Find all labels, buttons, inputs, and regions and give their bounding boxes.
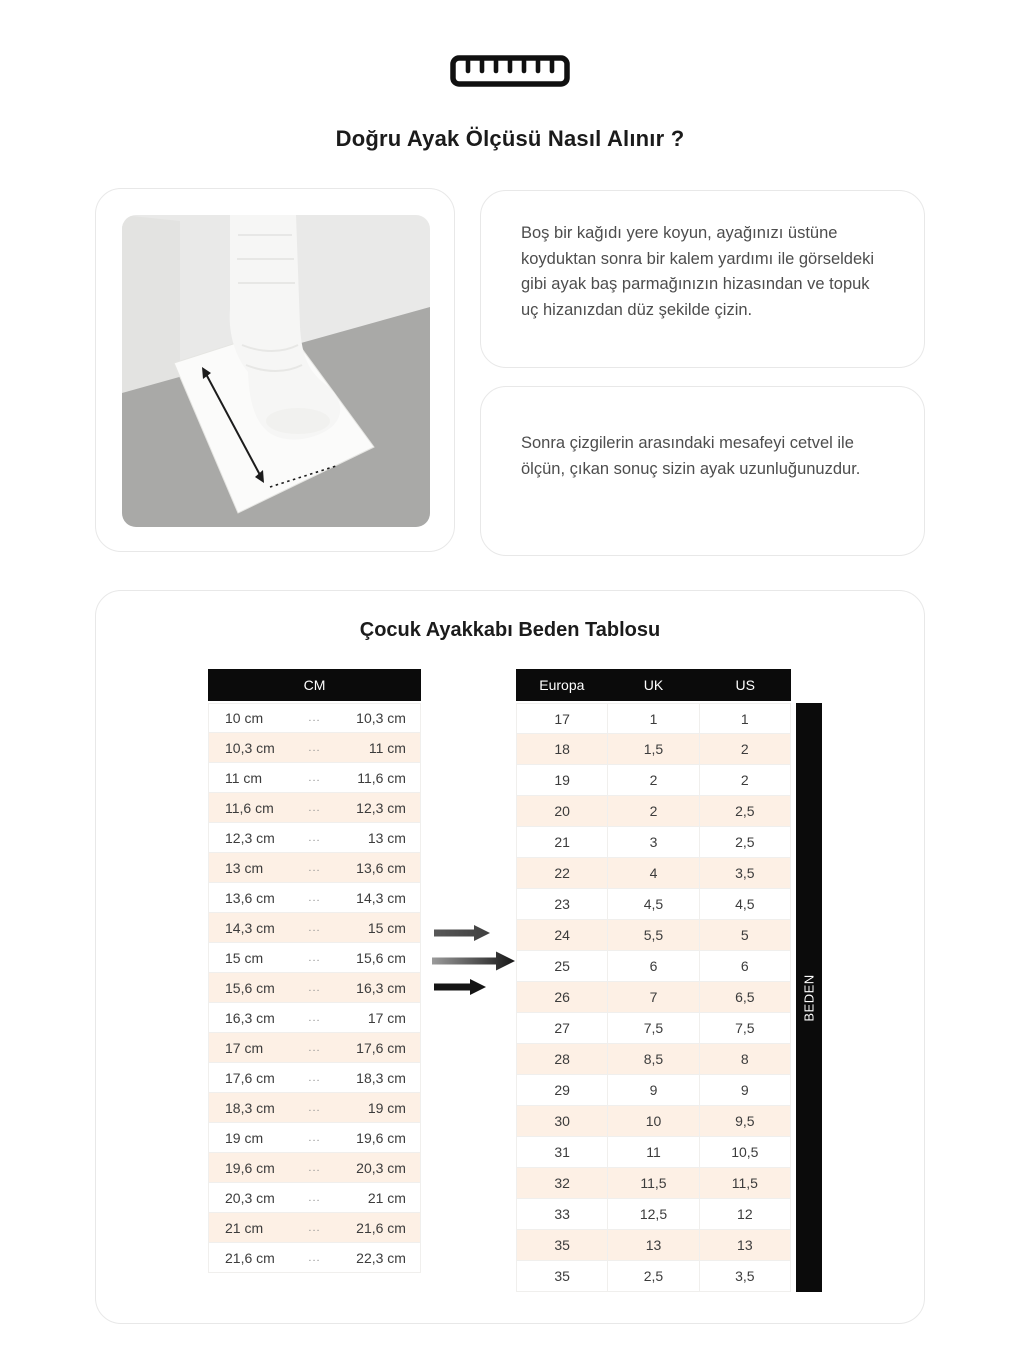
size-table-card: [95, 590, 925, 1324]
uk-value: 11: [608, 1137, 699, 1168]
us-value: 6: [700, 951, 791, 982]
size-table-row: [516, 1168, 791, 1199]
us-value: 11,5: [700, 1168, 791, 1199]
uk-value: 1,5: [608, 734, 699, 765]
uk-value: 7: [608, 982, 699, 1013]
header-uk: UK: [643, 677, 664, 693]
cm-from-value: 10,3 cm: [225, 739, 275, 756]
size-table-row: [516, 1044, 791, 1075]
europa-value: 17: [516, 703, 608, 734]
triple-arrow-right-icon: [426, 921, 521, 1008]
cm-to-value: 16,3 cm: [356, 979, 406, 996]
range-separator: ...: [308, 771, 321, 784]
cm-table-row: [208, 733, 421, 763]
cm-table-row: [208, 703, 421, 733]
size-table-row: [516, 1106, 791, 1137]
uk-value: 2: [608, 796, 699, 827]
range-separator: ...: [308, 921, 321, 934]
europa-value: 26: [516, 982, 608, 1013]
foot-measurement-photo: [122, 215, 430, 527]
size-table-row: [516, 827, 791, 858]
size-table-row: [516, 765, 791, 796]
size-table-row: [516, 796, 791, 827]
header-europa: Europa: [539, 677, 585, 693]
size-table-row: [516, 951, 791, 982]
cm-table-row: [208, 883, 421, 913]
range-separator: ...: [308, 981, 321, 994]
size-table-body: [516, 703, 791, 1292]
cm-to-value: 20,3 cm: [356, 1159, 406, 1176]
europa-value: 30: [516, 1106, 608, 1137]
europa-value: 20: [516, 796, 608, 827]
europa-value: 27: [516, 1013, 608, 1044]
range-separator: ...: [308, 1161, 321, 1174]
us-value: 9: [700, 1075, 791, 1106]
cm-table-header: [208, 669, 421, 701]
uk-value: 9: [608, 1075, 699, 1106]
cm-from-value: 19,6 cm: [225, 1159, 275, 1176]
europa-value: 18: [516, 734, 608, 765]
cm-from-value: 19 cm: [225, 1129, 264, 1146]
range-separator: ...: [308, 891, 321, 904]
cm-to-value: 15,6 cm: [356, 949, 406, 966]
cm-from-value: 16,3 cm: [225, 1009, 275, 1026]
range-separator: ...: [308, 1101, 321, 1114]
cm-from-value: 14,3 cm: [225, 919, 275, 936]
cm-from-value: 11,6 cm: [225, 799, 274, 816]
cm-from-value: 10 cm: [225, 710, 264, 726]
size-table-row: [516, 982, 791, 1013]
cm-table-row: [208, 823, 421, 853]
range-separator: ...: [308, 1221, 321, 1234]
us-value: 6,5: [700, 982, 791, 1013]
europa-value: 19: [516, 765, 608, 796]
europa-value: 25: [516, 951, 608, 982]
us-value: 2: [700, 765, 791, 796]
cm-from-value: 21 cm: [225, 1219, 264, 1236]
us-value: 5: [700, 920, 791, 951]
cm-table-row: [208, 1213, 421, 1243]
europa-value: 31: [516, 1137, 608, 1168]
range-separator: ...: [308, 831, 321, 844]
uk-value: 13: [608, 1230, 699, 1261]
cm-from-value: 17,6 cm: [225, 1069, 275, 1086]
cm-from-value: 13 cm: [225, 859, 264, 876]
cm-table-row: [208, 1123, 421, 1153]
uk-value: 2: [608, 765, 699, 796]
header-us: US: [735, 677, 755, 693]
cm-from-value: 13,6 cm: [225, 889, 275, 906]
range-separator: ...: [308, 1251, 321, 1264]
range-separator: ...: [308, 951, 321, 964]
instruction-card-2: [480, 386, 925, 556]
cm-to-value: 13,6 cm: [356, 859, 406, 876]
cm-table-row: [208, 1153, 421, 1183]
cm-table-row: [208, 1033, 421, 1063]
us-value: 12: [700, 1199, 791, 1230]
cm-to-value: 19,6 cm: [356, 1129, 406, 1146]
cm-table-row: [208, 1093, 421, 1123]
uk-value: 1: [608, 703, 699, 734]
uk-value: 6: [608, 951, 699, 982]
cm-from-value: 15 cm: [225, 949, 264, 966]
cm-table-row: [208, 1243, 421, 1273]
uk-value: 4: [608, 858, 699, 889]
europa-value: 35: [516, 1230, 608, 1261]
europa-value: 22: [516, 858, 608, 889]
page-title: Doğru Ayak Ölçüsü Nasıl Alınır ?: [335, 126, 685, 151]
size-table-row: [516, 1137, 791, 1168]
size-table-row: [516, 1013, 791, 1044]
us-value: 3,5: [700, 1261, 791, 1292]
cm-from-value: 15,6 cm: [225, 979, 275, 996]
us-value: 8: [700, 1044, 791, 1075]
cm-table-row: [208, 763, 421, 793]
uk-value: 4,5: [608, 889, 699, 920]
cm-table-row: [208, 1003, 421, 1033]
beden-label: BEDEN: [801, 973, 817, 1022]
us-value: 1: [700, 703, 791, 734]
cm-to-value: 11 cm: [368, 739, 406, 756]
europa-value: 32: [516, 1168, 608, 1199]
europa-value: 35: [516, 1261, 608, 1292]
uk-value: 5,5: [608, 920, 699, 951]
range-separator: ...: [308, 1071, 321, 1084]
beden-side-bar: [796, 703, 822, 1292]
size-table-row: [516, 858, 791, 889]
cm-table-row: [208, 853, 421, 883]
range-separator: ...: [308, 1041, 321, 1054]
uk-value: 11,5: [608, 1168, 699, 1199]
europa-value: 21: [516, 827, 608, 858]
cm-table-row: [208, 1183, 421, 1213]
instruction-step-1: Boş bir kağıdı yere koyun, ayağınızı üstüne koyduktan sonra bir kalem yardımı ile görseldeki gibi ayak baş parmağınızın hizasından ve topuk uç hizanızdan düz şekilde çizin.: [521, 224, 875, 320]
cm-from-value: 18,3 cm: [225, 1099, 275, 1116]
cm-table-row: [208, 793, 421, 823]
us-value: 9,5: [700, 1106, 791, 1137]
us-value: 13: [700, 1230, 791, 1261]
europa-value: 28: [516, 1044, 608, 1075]
us-value: 2,5: [700, 796, 791, 827]
cm-to-value: 13 cm: [367, 829, 406, 846]
cm-to-value: 17,6 cm: [356, 1039, 406, 1056]
size-table-row: [516, 1199, 791, 1230]
instruction-card-1: [480, 190, 925, 368]
uk-value: 8,5: [608, 1044, 699, 1075]
cm-to-value: 21,6 cm: [356, 1219, 406, 1236]
size-table-row: [516, 889, 791, 920]
size-table-row: [516, 1230, 791, 1261]
size-table-row: [516, 703, 791, 734]
cm-to-value: 22,3 cm: [356, 1249, 406, 1266]
ruler-icon: [0, 54, 1020, 88]
foot-photo-card: [95, 188, 455, 552]
cm-from-value: 20,3 cm: [225, 1189, 275, 1206]
size-table-row: [516, 920, 791, 951]
uk-value: 2,5: [608, 1261, 699, 1292]
europa-value: 33: [516, 1199, 608, 1230]
us-value: 4,5: [700, 889, 791, 920]
range-separator: ...: [308, 712, 321, 724]
cm-table-body: [208, 703, 421, 1273]
size-table-row: [516, 1075, 791, 1106]
cm-table-row: [208, 913, 421, 943]
size-table-row: [516, 1261, 791, 1292]
us-value: 2,5: [700, 827, 791, 858]
range-separator: ...: [308, 861, 321, 874]
range-separator: ...: [308, 1131, 321, 1144]
instruction-step-2: Sonra çizgilerin arasındaki mesafeyi cetvel ile ölçün, çıkan sonuç sizin ayak uzunluğunuzdur.: [521, 434, 861, 478]
cm-to-value: 11,6 cm: [357, 769, 406, 786]
cm-from-value: 11 cm: [225, 769, 263, 786]
cm-table: [208, 669, 421, 1273]
europa-value: 23: [516, 889, 608, 920]
size-table-title: Çocuk Ayakkabı Beden Tablosu: [359, 619, 661, 641]
cm-to-value: 14,3 cm: [356, 889, 406, 906]
range-separator: ...: [308, 1191, 321, 1204]
cm-to-value: 18,3 cm: [356, 1069, 406, 1086]
cm-from-value: 17 cm: [225, 1039, 264, 1056]
us-value: 10,5: [700, 1137, 791, 1168]
us-value: 3,5: [700, 858, 791, 889]
cm-to-value: 21 cm: [367, 1189, 406, 1206]
cm-to-value: 12,3 cm: [356, 799, 406, 816]
range-separator: ...: [308, 1011, 321, 1024]
cm-table-row: [208, 1063, 421, 1093]
cm-to-value: 17 cm: [367, 1009, 406, 1026]
uk-value: 3: [608, 827, 699, 858]
cm-from-value: 21,6 cm: [225, 1249, 275, 1266]
us-value: 7,5: [700, 1013, 791, 1044]
uk-value: 10: [608, 1106, 699, 1137]
us-value: 2: [700, 734, 791, 765]
international-size-table: [516, 669, 791, 1292]
europa-value: 29: [516, 1075, 608, 1106]
uk-value: 12,5: [608, 1199, 699, 1230]
cm-to-value: 19 cm: [367, 1099, 406, 1116]
uk-value: 7,5: [608, 1013, 699, 1044]
range-separator: ...: [308, 741, 321, 754]
cm-table-row: [208, 973, 421, 1003]
size-table-row: [516, 734, 791, 765]
range-separator: ...: [308, 801, 321, 814]
cm-to-value: 10,3 cm: [356, 710, 406, 726]
cm-table-row: [208, 943, 421, 973]
europa-value: 24: [516, 920, 608, 951]
size-table-header: [516, 669, 791, 701]
cm-to-value: 15 cm: [367, 919, 406, 936]
cm-header-label: CM: [303, 677, 326, 693]
cm-from-value: 12,3 cm: [225, 829, 275, 846]
